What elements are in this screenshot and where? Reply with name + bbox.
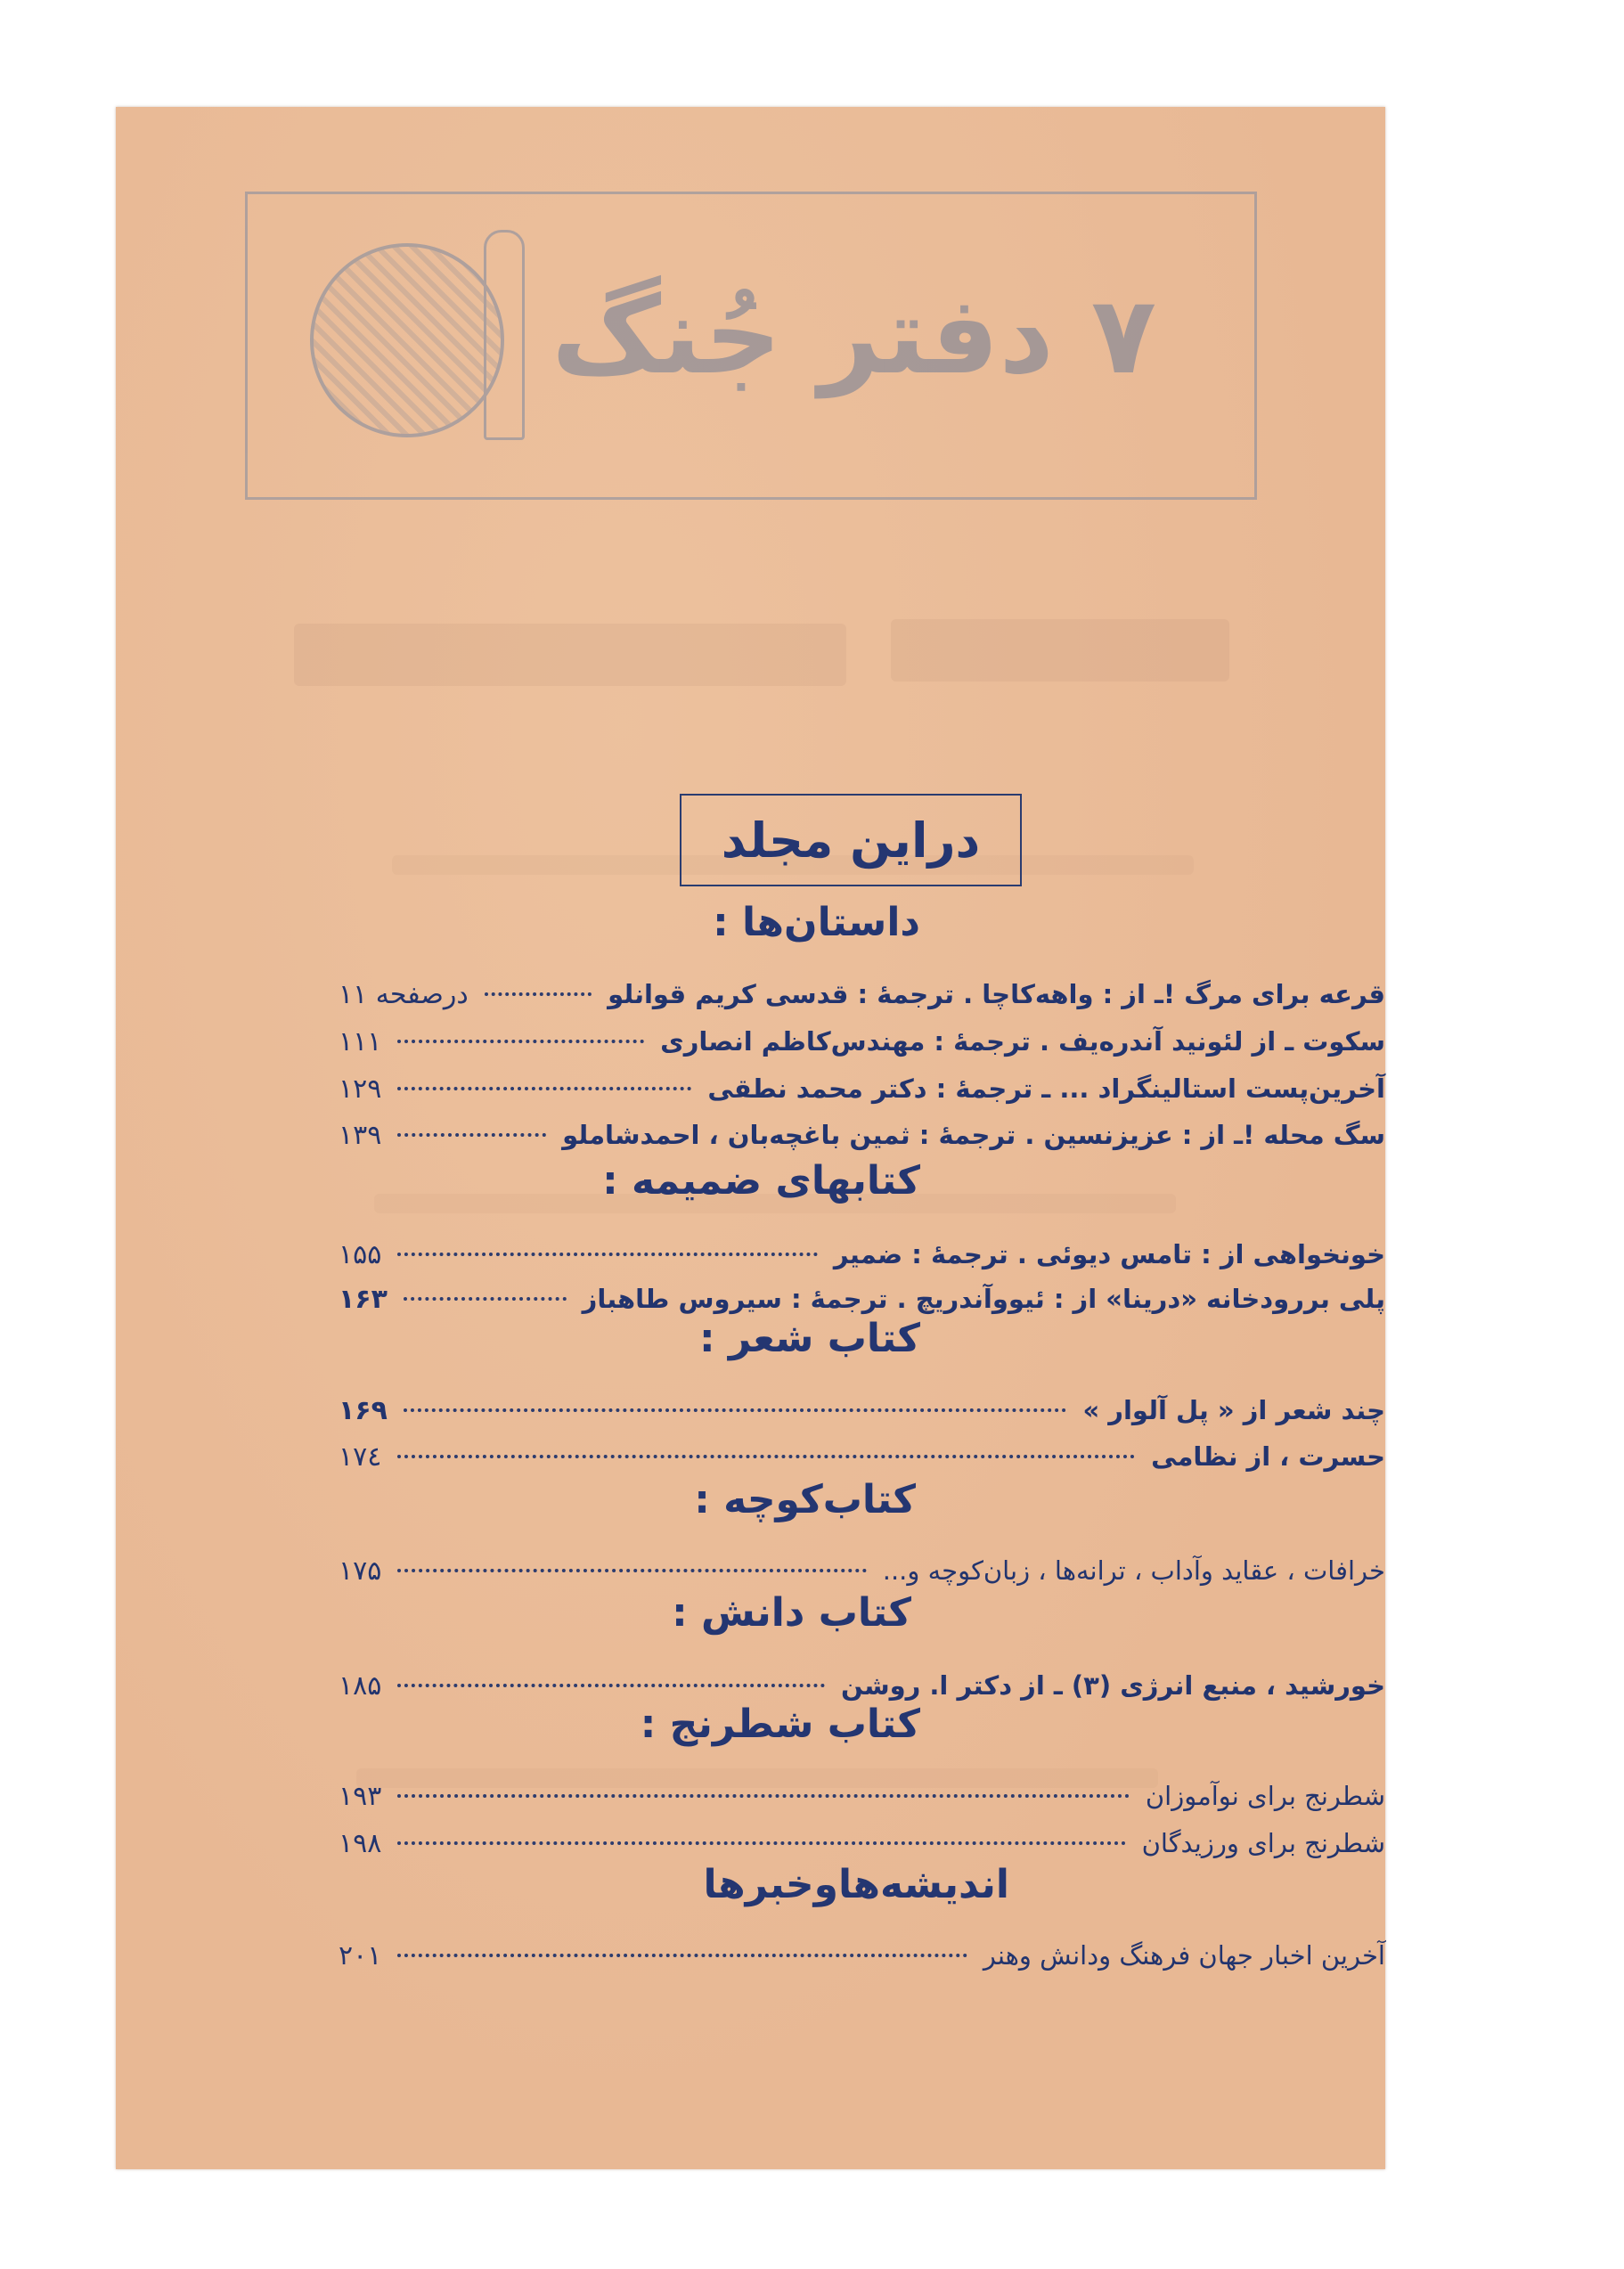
leader-dots bbox=[397, 1684, 825, 1687]
toc-entry bbox=[339, 1391, 1385, 1430]
page-title: دراین مجلد bbox=[721, 812, 981, 869]
bleed-through-mark bbox=[891, 619, 1229, 682]
entry-title: پلی بررودخانه «درینا» از : ئیووآندریچ . ترجمهٔ : سیروس طاهباز bbox=[582, 1284, 1385, 1314]
title-box bbox=[680, 794, 1022, 886]
entry-title: قرعه برای مرگ !ـ از : واهه‌کاچا . ترجمهٔ : قدسی کریم قوانلو bbox=[608, 979, 1385, 1009]
entry-page: درصفحه ۱۱ bbox=[339, 978, 469, 1010]
section-heading-appendix: کتابهای ضمیمه : bbox=[602, 1158, 920, 1204]
entry-page: ۱۵۵ bbox=[339, 1238, 382, 1270]
entry-title: خونخواهی از : تامس دیوئی . ترجمهٔ : ضمیر bbox=[833, 1239, 1385, 1269]
entry-page: ۱۱۱ bbox=[339, 1025, 382, 1057]
toc-entry bbox=[339, 1936, 1385, 1975]
toc-entry bbox=[339, 975, 1385, 1014]
toc-entry bbox=[339, 1666, 1385, 1705]
toc-entry bbox=[339, 1115, 1385, 1155]
leader-dots bbox=[404, 1297, 567, 1301]
toc-entry bbox=[339, 1022, 1385, 1061]
toc-entry bbox=[339, 1551, 1385, 1590]
entry-page: ۱۲۹ bbox=[339, 1073, 382, 1105]
entry-page: ۱۹۸ bbox=[339, 1827, 382, 1859]
entry-title: خرافات ، عقاید وآداب ، ترانه‌ها ، زبان‌کوچه و... bbox=[882, 1555, 1385, 1586]
section-heading-news: اندیشه‌هاوخبرها bbox=[703, 1862, 1009, 1907]
entry-title: سگ محله !ـ از : عزیزنسین . ترجمهٔ : ثمین باغچه‌بان ، احمدشاملو bbox=[562, 1120, 1385, 1150]
leader-dots bbox=[397, 1841, 1125, 1845]
entry-page: ۱۶۹ bbox=[339, 1394, 388, 1426]
banner-title: ۷ دفتر جُنگ bbox=[551, 274, 1156, 398]
leader-dots bbox=[397, 1954, 967, 1957]
entry-title: شطرنج برای ورزیدگان bbox=[1141, 1828, 1385, 1858]
section-heading-science: کتاب دانش : bbox=[672, 1590, 911, 1636]
pen-icon bbox=[484, 230, 525, 440]
toc-entry bbox=[339, 1069, 1385, 1108]
entry-page: ۱۶۳ bbox=[339, 1283, 388, 1315]
toc-entry bbox=[339, 1437, 1385, 1476]
entry-title: شطرنج برای نوآموزان bbox=[1145, 1781, 1385, 1811]
section-heading-folk: کتاب‌کوچه : bbox=[694, 1477, 916, 1522]
entry-page: ۱۷۵ bbox=[339, 1555, 382, 1587]
toc-entry bbox=[339, 1279, 1385, 1318]
entry-title: آخرین اخبار جهان فرهنگ ودانش وهنر bbox=[983, 1940, 1385, 1971]
leader-dots bbox=[404, 1408, 1067, 1412]
entry-title: چند شعر از « پل آلوار » bbox=[1082, 1395, 1385, 1425]
entry-page: ۱۸۵ bbox=[339, 1669, 382, 1702]
entry-title: خورشید ، منبع انرژی (۳) ـ از دکتر ا. روشن bbox=[840, 1670, 1385, 1701]
globe-icon bbox=[310, 243, 504, 437]
bleed-through-mark bbox=[294, 624, 846, 686]
banner-frame bbox=[245, 192, 1257, 500]
section-heading-poetry: کتاب شعر : bbox=[699, 1316, 920, 1361]
leader-dots bbox=[485, 992, 592, 996]
entry-title: آخرین‌پست استالینگراد ... ـ ترجمهٔ : دکتر محمد نطقی bbox=[707, 1073, 1385, 1104]
entry-page: ۱۹۳ bbox=[339, 1780, 382, 1812]
leader-dots bbox=[397, 1569, 866, 1572]
entry-page: ۱۷٤ bbox=[339, 1441, 382, 1473]
leader-dots bbox=[397, 1794, 1130, 1798]
toc-entry bbox=[339, 1824, 1385, 1863]
toc-entry bbox=[339, 1776, 1385, 1816]
section-heading-stories: داستان‌ها : bbox=[713, 900, 920, 945]
leader-dots bbox=[397, 1133, 546, 1137]
entry-title: حسرت ، از نظامی bbox=[1151, 1441, 1385, 1472]
leader-dots bbox=[397, 1253, 817, 1256]
section-heading-chess: کتاب شطرنج : bbox=[640, 1702, 920, 1747]
leader-dots bbox=[397, 1040, 644, 1043]
toc-entry bbox=[339, 1235, 1385, 1274]
leader-dots bbox=[397, 1087, 691, 1090]
entry-page: ۱۳۹ bbox=[339, 1119, 382, 1151]
entry-page: ۲۰۱ bbox=[339, 1939, 382, 1971]
entry-title: سکوت ـ از لئونید آندره‌یف . ترجمهٔ : مهندس‌کاظم انصاری bbox=[660, 1026, 1385, 1057]
leader-dots bbox=[397, 1455, 1135, 1458]
